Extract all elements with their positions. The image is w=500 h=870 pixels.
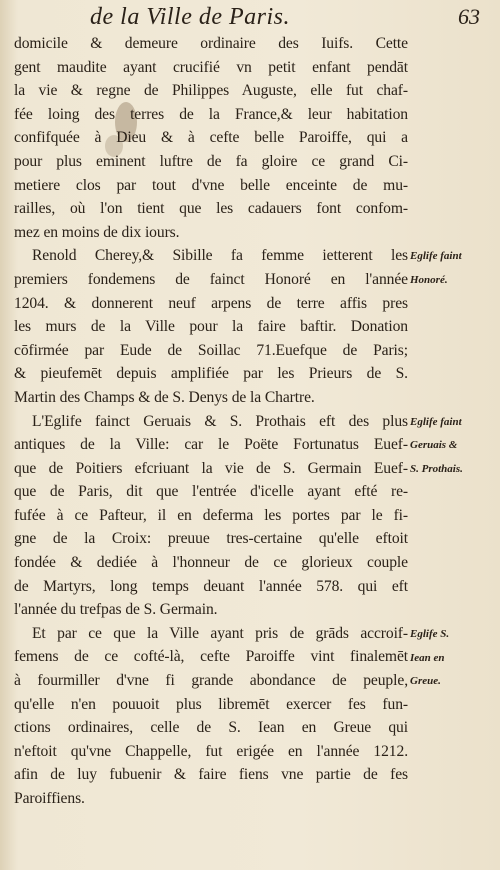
text-line: Martin des Champs & de S. Denys de la Chartre. xyxy=(14,388,315,406)
margin-note: Eglife S. xyxy=(410,628,450,640)
text-line: L'Eglife fainct Geruais & S. Prothais eft des plus xyxy=(32,412,408,430)
text-line: n'eftoit qu'vne Chappelle, fut erigée en l'année 1212. xyxy=(14,742,408,760)
text-line: & pieufemēt depuis amplifiée par les Prieurs de S. xyxy=(14,365,408,383)
text-line: antiques de la Ville: car le Poëte Fortunatus Euef- xyxy=(14,436,408,454)
text-line: la vie & regne de Philippes Auguste, elle fut chaf- xyxy=(14,82,408,100)
margin-note: S. Prothais. xyxy=(410,462,463,475)
margin-notes xyxy=(410,0,500,870)
text-line: ctions ordinaires, celle de S. Iean en Greue qui xyxy=(14,719,408,737)
text-line: premiers fondemens de fainct Honoré en l'année xyxy=(14,270,408,288)
margin-note: Honoré. xyxy=(410,274,448,286)
text-line: Et par ce que la Ville ayant pris de grāds accroif- xyxy=(32,624,408,642)
running-title: de la Ville de Paris. xyxy=(90,4,291,30)
text-line: fée loing des terres de la France,& leur habitation xyxy=(14,105,408,123)
text-line: domicile & demeure ordinaire des Iuifs. Cette xyxy=(14,35,408,52)
text-line: railles, où l'on tient que les cadauers font confom- xyxy=(14,200,408,218)
body-text xyxy=(14,32,408,811)
text-line: les murs de la Ville pour la faire baftir. Donation xyxy=(14,318,408,336)
text-line: gne de la Croix: preuue tres-certaine qu'elle eftoit xyxy=(14,530,408,548)
text-line: metiere clos par tout d'vne belle enceinte de mu- xyxy=(14,176,408,194)
text-line: Renold Cherey,& Sibille fa femme ietterent les xyxy=(32,247,408,265)
text-line: qu'elle n'en pouuoit plus libremēt exercer fes fun- xyxy=(14,695,408,713)
text-line: cōfirmée par Eude de Soillac 71.Euefque de Paris; xyxy=(14,341,408,359)
text-line: fondée & dediée à l'honneur de ce glorieux couple xyxy=(14,554,408,572)
text-line: à fourmiller d'vne fi grande abondance de peuple, xyxy=(14,672,408,690)
text-line: l'année du trefpas de S. Germain. xyxy=(14,601,218,619)
text-line: de Martyrs, long temps deuant l'année 578. qui eft xyxy=(14,577,408,595)
text-line: mez en moins de dix iours. xyxy=(14,223,180,241)
margin-note: Eglife faint xyxy=(410,415,462,428)
margin-note: Greue. xyxy=(410,675,441,688)
text-line: fufée à ce Pafteur, il en deferma les portes par le fi- xyxy=(14,506,408,524)
text-line: 1204. & donnerent neuf arpens de terre affis pres xyxy=(14,294,408,312)
text-line: confifquée à Dieu & à cefte belle Paroiffe, qui a xyxy=(14,129,408,147)
text-line: afin de luy fubuenir & faire fiens vne partie de fes xyxy=(14,766,408,784)
text-line: gent maudite ayant crucifié vn petit enfant pendāt xyxy=(14,58,408,76)
page-number: 63 xyxy=(458,4,480,29)
text-line: Paroiffiens. xyxy=(14,790,85,807)
margin-note: Iean en xyxy=(410,651,445,664)
margin-note: Geruais & xyxy=(410,439,458,452)
text-line: femens de ce cofté-là, cefte Paroiffe vint finalemēt xyxy=(14,648,408,666)
text-line: pour plus eminent luftre de fa gloire ce grand Ci- xyxy=(14,152,408,170)
text-line: que de Paris, dit que l'entrée d'icelle ayant efté re- xyxy=(14,483,408,501)
margin-note: Eglife faint xyxy=(410,250,462,263)
text-line: que de Poitiers efcriuant la vie de S. Germain Euef- xyxy=(14,459,408,477)
